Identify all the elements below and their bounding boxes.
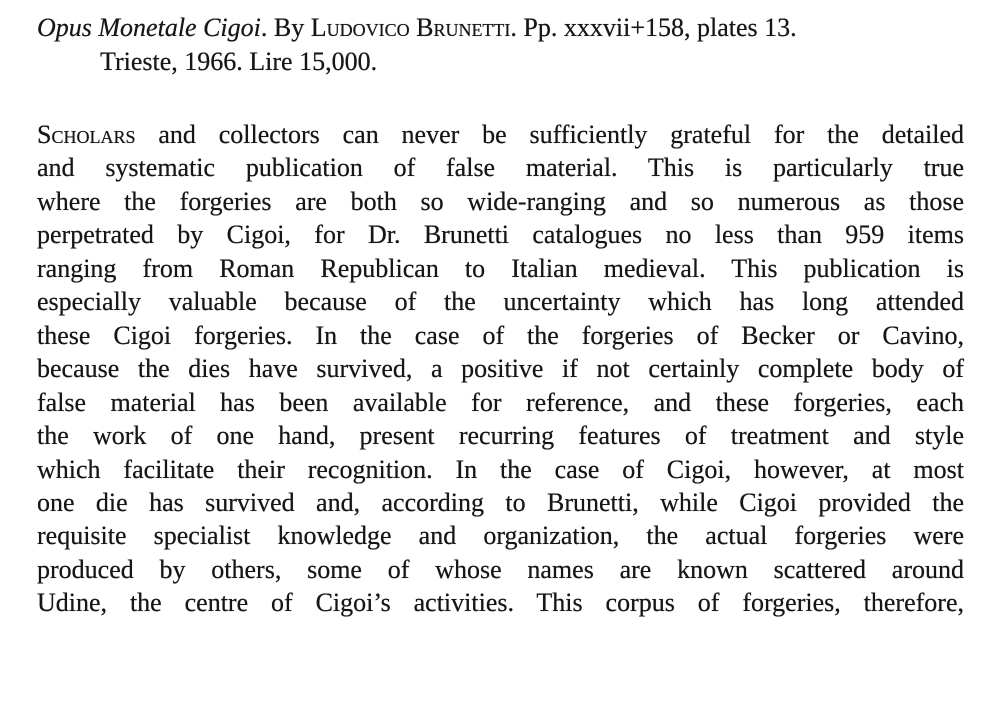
author-name: Ludovico Brunetti — [310, 13, 511, 42]
review-line-10: the work of one hand, present recurring features of treatment and style — [37, 421, 964, 451]
review-line-1 — [37, 118, 964, 151]
review-line-8: because the dies have survived, a positive if not certainly complete body of — [37, 354, 964, 384]
citation-by-text: . By — [260, 13, 311, 42]
review-line-2: and systematic publication of false material. This is particularly true — [37, 153, 964, 183]
book-title: Opus Monetale Cigoi — [37, 13, 261, 42]
review-line-13: requisite specialist knowledge and organization, the actual forgeries were — [37, 521, 964, 551]
citation-line-1 — [37, 11, 964, 45]
review-line-4: perpetrated by Cigoi, for Dr. Brunetti catalogues no less than 959 items — [37, 220, 964, 250]
review-line-7: these Cigoi forgeries. In the case of the forgeries of Becker or Cavino, — [37, 320, 964, 350]
review-line-9: false material has been available for reference, and these forgeries, each — [37, 387, 964, 417]
citation-details: . Pp. xxxvii+158, plates 13. — [510, 13, 797, 42]
review-line-15: Udine, the centre of Cigoi’s activities. This corpus of forgeries, therefore, — [37, 588, 964, 618]
opening-word: Scholars — [37, 120, 136, 149]
book-citation — [37, 11, 964, 78]
citation-line-2: Trieste, 1966. Lire 15,000. — [100, 46, 378, 76]
page-content — [37, 11, 964, 620]
review-line-12: one die has survived and, according to Brunetti, while Cigoi provided the — [37, 487, 964, 517]
opening-rest: and collectors can never be sufficiently grateful for the detailed — [135, 120, 964, 149]
review-line-6: especially valuable because of the uncertainty which has long attended — [37, 287, 964, 317]
review-line-5: ranging from Roman Republican to Italian medieval. This publication is — [37, 253, 964, 283]
review-line-14: produced by others, some of whose names are known scattered around — [37, 554, 964, 584]
review-paragraph — [37, 118, 964, 620]
review-line-3: where the forgeries are both so wide-ranging and so numerous as those — [37, 186, 964, 216]
review-line-11: which facilitate their recognition. In the case of Cigoi, however, at most — [37, 454, 964, 484]
